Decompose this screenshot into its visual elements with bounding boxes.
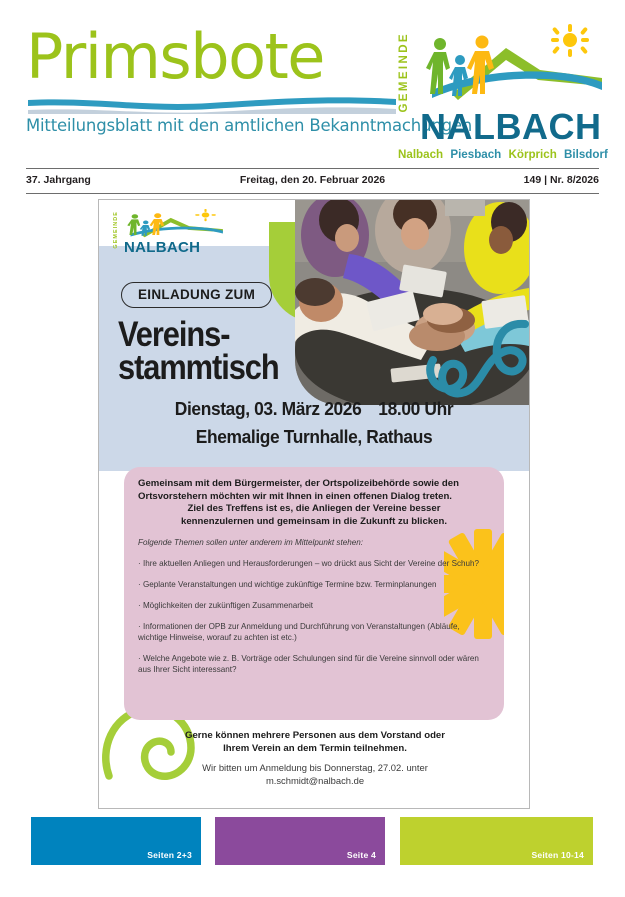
brand-wordmark: Primsbote <box>26 20 324 93</box>
topic-item: · Ihre aktuellen Anliegen und Herausforderungen – wo drückt aus Sicht der Vereine der Schuh? <box>138 559 480 569</box>
masthead <box>0 0 625 168</box>
village-nalbach: Nalbach <box>398 148 444 161</box>
page-ref-label: Seiten 10-14 <box>531 850 584 860</box>
page-ref-bar-green[interactable] <box>400 817 593 865</box>
logo-gemeinde-label: GEMEINDE <box>398 32 410 113</box>
event-poster <box>98 199 530 809</box>
page-ref-label: Seiten 2+3 <box>147 850 192 860</box>
closing-bold-line-2: Ihrem Verein an dem Termin teilnehmen. <box>223 742 407 754</box>
poster-headline <box>118 315 279 387</box>
village-koerprich: Körprich <box>508 148 557 161</box>
intro-line-2: Ortsvorstehern möchten wir mit Ihnen in einen offenen Dialog treten. <box>138 490 452 502</box>
sun-icon <box>551 24 589 57</box>
page-ref-bar-blue[interactable] <box>31 817 201 865</box>
page-reference-bars <box>0 817 625 867</box>
poster-logo-artwork <box>124 209 224 241</box>
municipality-logo <box>398 24 608 164</box>
poster-logo-municipality-name: NALBACH <box>124 239 201 256</box>
village-piesbach: Piesbach <box>450 148 502 161</box>
brand-wave-graphic <box>26 84 398 112</box>
headline-line-1: Vereins- <box>118 315 230 354</box>
family-figures-icon <box>426 36 494 97</box>
topics-intro: Folgende Themen sollen unter anderem im Mittelpunkt stehen: <box>138 538 363 548</box>
intro-line-4: kennenzulernen und gemeinsam in die Zukunft zu blicken. <box>181 515 447 527</box>
brand-subtitle: Mitteilungsblatt mit den amtlichen Bekanntmachungen <box>26 116 473 135</box>
event-place: Ehemalige Turnhalle, Rathaus <box>195 426 433 447</box>
poster-municipality-logo <box>113 209 233 254</box>
issue-number: 149 | Nr. 8/2026 <box>523 174 599 186</box>
topic-item: · Geplante Veranstaltungen und wichtige zukünftige Termine bzw. Terminplanungen <box>138 580 437 590</box>
topic-item: · Möglichkeiten der zukünftigen Zusammenarbeit <box>138 601 313 611</box>
page-ref-label: Seite 4 <box>346 850 376 860</box>
page-ref-bar-purple[interactable] <box>215 817 385 865</box>
closing-bold-text <box>139 730 491 755</box>
headline-line-2: stammtisch <box>118 348 279 387</box>
event-date-line <box>112 398 516 420</box>
invitation-pill-label: EINLADUNG ZUM <box>121 282 272 308</box>
info-pink-box <box>124 467 504 720</box>
closing-contact-text <box>139 762 491 787</box>
intro-line-1: Gemeinsam mit dem Bürgermeister, der Ortspolizeibehörde sowie den <box>138 478 459 489</box>
intro-line-3: Ziel des Treffens ist es, die Anliegen der Vereine besser <box>187 503 441 515</box>
closing-bold-line-1: Gerne können mehrere Personen aus dem Vorstand oder <box>185 730 445 741</box>
poster-logo-gemeinde-label: GEMEINDE <box>113 211 119 249</box>
event-time: 18.00 Uhr <box>378 398 454 419</box>
event-date: Dienstag, 03. März 2026 <box>174 398 362 419</box>
topic-item: · Welche Angebote wie z. B. Vorträge oder Schulungen sind für die Vereine sinnvoll oder wären aus Ihrer Sicht interessant? <box>138 654 479 675</box>
registration-deadline: Wir bitten um Anmeldung bis Donnerstag, 27.02. unter <box>202 762 428 773</box>
pink-intro-text <box>138 478 490 528</box>
contact-email[interactable]: m.schmidt@nalbach.de <box>265 774 365 786</box>
issue-bar <box>26 168 599 194</box>
logo-artwork <box>420 24 604 110</box>
topic-item: · Informationen der OPB zur Anmeldung und Durchführung von Veranstaltungen (Abläufe, wichtige Hinweise, worauf zu achten ist etc.) <box>138 622 460 643</box>
issue-date: Freitag, den 20. Februar 2026 <box>239 174 386 186</box>
issue-volume: 37. Jahrgang <box>26 174 91 186</box>
village-bilsdorf: Bilsdorf <box>564 148 608 161</box>
logo-municipality-name: NALBACH <box>420 106 602 147</box>
logo-village-list <box>398 148 608 161</box>
